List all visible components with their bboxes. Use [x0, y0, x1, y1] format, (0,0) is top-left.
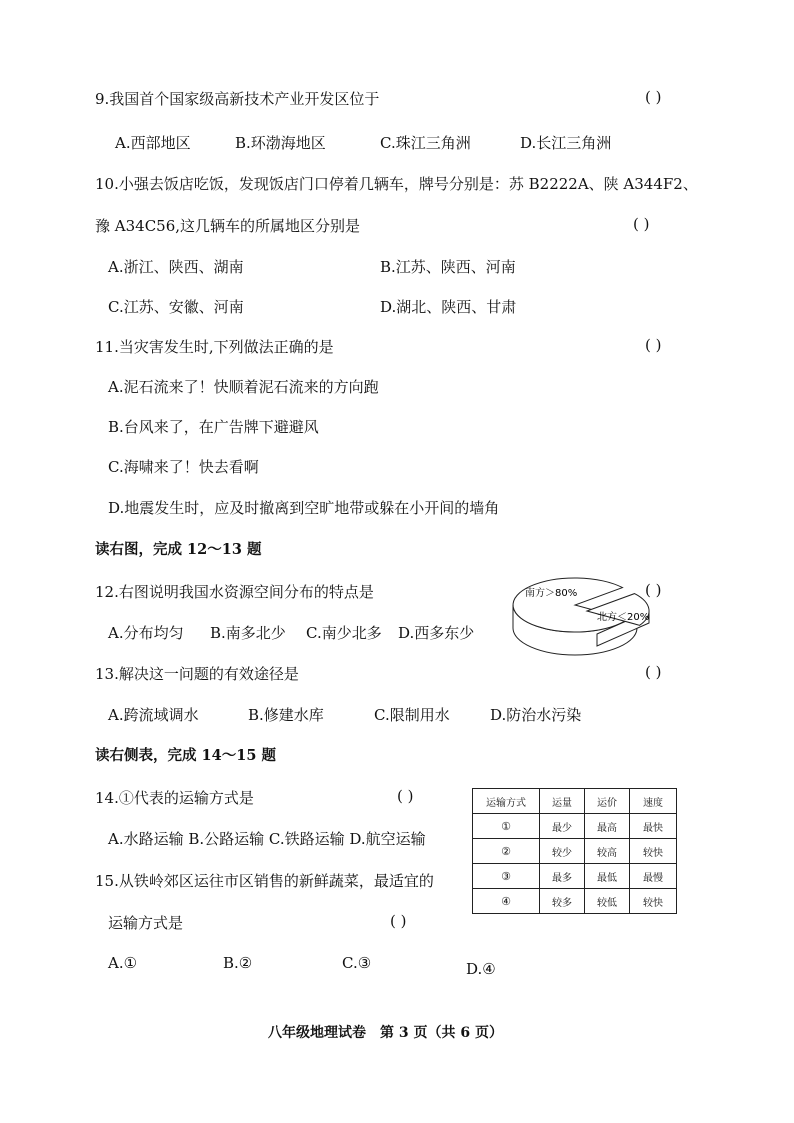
table-cell: 最多 — [540, 864, 585, 889]
section-instruction-14-15: 读右侧表，完成 14～15 题 — [95, 747, 276, 764]
q15-option-c: C.③ — [342, 954, 372, 972]
q11-option-a: A.泥石流来了！快顺着泥石流来的方向跑 — [108, 378, 379, 396]
q11-stem: 11.当灾害发生时,下列做法正确的是 — [95, 338, 334, 356]
q11-option-d: D.地震发生时，应及时撤离到空旷地带或躲在小开间的墙角 — [108, 499, 500, 517]
q13-answer-paren[interactable]: ( ) — [645, 663, 662, 681]
q15-option-d: D.④ — [466, 960, 496, 978]
q12-option-c: C.南少北多 — [306, 624, 382, 642]
table-row — [473, 889, 677, 914]
table-header-cell: 运价 — [585, 789, 630, 814]
table-row — [473, 814, 677, 839]
q9-stem: 9.我国首个国家级高新技术产业开发区位于 — [95, 90, 380, 108]
table-header-row — [473, 789, 677, 814]
pie-label-north: 北方＜20% — [597, 612, 650, 623]
q10-option-b: B.江苏、陕西、河南 — [380, 258, 516, 276]
q13-option-b: B.修建水库 — [248, 706, 324, 724]
q12-option-d: D.西多东少 — [398, 624, 475, 642]
table-cell: 最高 — [585, 814, 630, 839]
table-header-cell: 速度 — [630, 789, 677, 814]
table-cell: ① — [473, 814, 540, 839]
q11-option-c: C.海啸来了！快去看啊 — [108, 458, 259, 476]
q9-option-c: C.珠江三角洲 — [380, 134, 471, 152]
q12-answer-paren[interactable]: ( ) — [645, 581, 662, 599]
q15-stem-line2: 运输方式是 — [108, 914, 184, 932]
table-cell: 最慢 — [630, 864, 677, 889]
q14-answer-paren[interactable]: ( ) — [397, 787, 414, 805]
table-header-cell: 运量 — [540, 789, 585, 814]
q11-answer-paren[interactable]: ( ) — [645, 336, 662, 354]
q10-option-a: A.浙江、陕西、湖南 — [108, 258, 244, 276]
q10-stem-line1: 10.小强去饭店吃饭，发现饭店门口停着几辆车，牌号分别是：苏 B2222A、陕 A344F2、 — [95, 175, 698, 193]
q9-option-d: D.长江三角洲 — [520, 134, 612, 152]
table-cell: ④ — [473, 889, 540, 914]
q13-stem: 13.解决这一问题的有效途径是 — [95, 665, 299, 683]
table-cell: 较少 — [540, 839, 585, 864]
table-cell: 较快 — [630, 889, 677, 914]
table-cell: 最低 — [585, 864, 630, 889]
q13-option-d: D.防治水污染 — [490, 706, 582, 724]
table-row — [473, 864, 677, 889]
q10-stem-line2: 豫 A34C56,这几辆车的所属地区分别是 — [95, 217, 361, 235]
q10-option-c: C.江苏、安徽、河南 — [108, 298, 244, 316]
q10-answer-paren[interactable]: ( ) — [633, 215, 650, 233]
table-cell: 较多 — [540, 889, 585, 914]
q14-options: A.水路运输 B.公路运输 C.铁路运输 D.航空运输 — [108, 830, 426, 848]
table-row — [473, 839, 677, 864]
table-cell: 最少 — [540, 814, 585, 839]
q13-option-c: C.限制用水 — [374, 706, 450, 724]
q9-answer-paren[interactable]: ( ) — [645, 88, 662, 106]
q12-stem: 12.右图说明我国水资源空间分布的特点是 — [95, 583, 374, 601]
q15-option-a: A.① — [108, 954, 138, 972]
q10-option-d: D.湖北、陕西、甘肃 — [380, 298, 517, 316]
table-cell: ③ — [473, 864, 540, 889]
section-instruction-12-13: 读右图，完成 12～13 题 — [95, 541, 262, 558]
q9-option-b: B.环渤海地区 — [235, 134, 326, 152]
q12-option-b: B.南多北少 — [210, 624, 286, 642]
q14-stem: 14.①代表的运输方式是 — [95, 789, 254, 807]
q13-option-a: A.跨流域调水 — [108, 706, 199, 724]
q12-option-a: A.分布均匀 — [108, 624, 184, 642]
q15-answer-paren[interactable]: ( ) — [390, 912, 407, 930]
q15-stem-line1: 15.从铁岭郊区运往市区销售的新鲜蔬菜，最适宜的 — [95, 872, 434, 890]
table-header-cell: 运输方式 — [473, 789, 540, 814]
q15-option-b: B.② — [223, 954, 253, 972]
water-resource-pie-chart — [505, 570, 655, 670]
table-cell: ② — [473, 839, 540, 864]
table-cell: 较低 — [585, 889, 630, 914]
table-cell: 最快 — [630, 814, 677, 839]
page-footer: 八年级地理试卷 第 3 页（共 6 页） — [268, 1025, 503, 1041]
q9-option-a: A.西部地区 — [115, 134, 191, 152]
table-cell: 较高 — [585, 839, 630, 864]
transport-comparison-table — [472, 788, 677, 914]
pie-label-south: 南方＞80% — [525, 588, 578, 599]
table-cell: 较快 — [630, 839, 677, 864]
q11-option-b: B.台风来了，在广告牌下避避风 — [108, 418, 319, 436]
